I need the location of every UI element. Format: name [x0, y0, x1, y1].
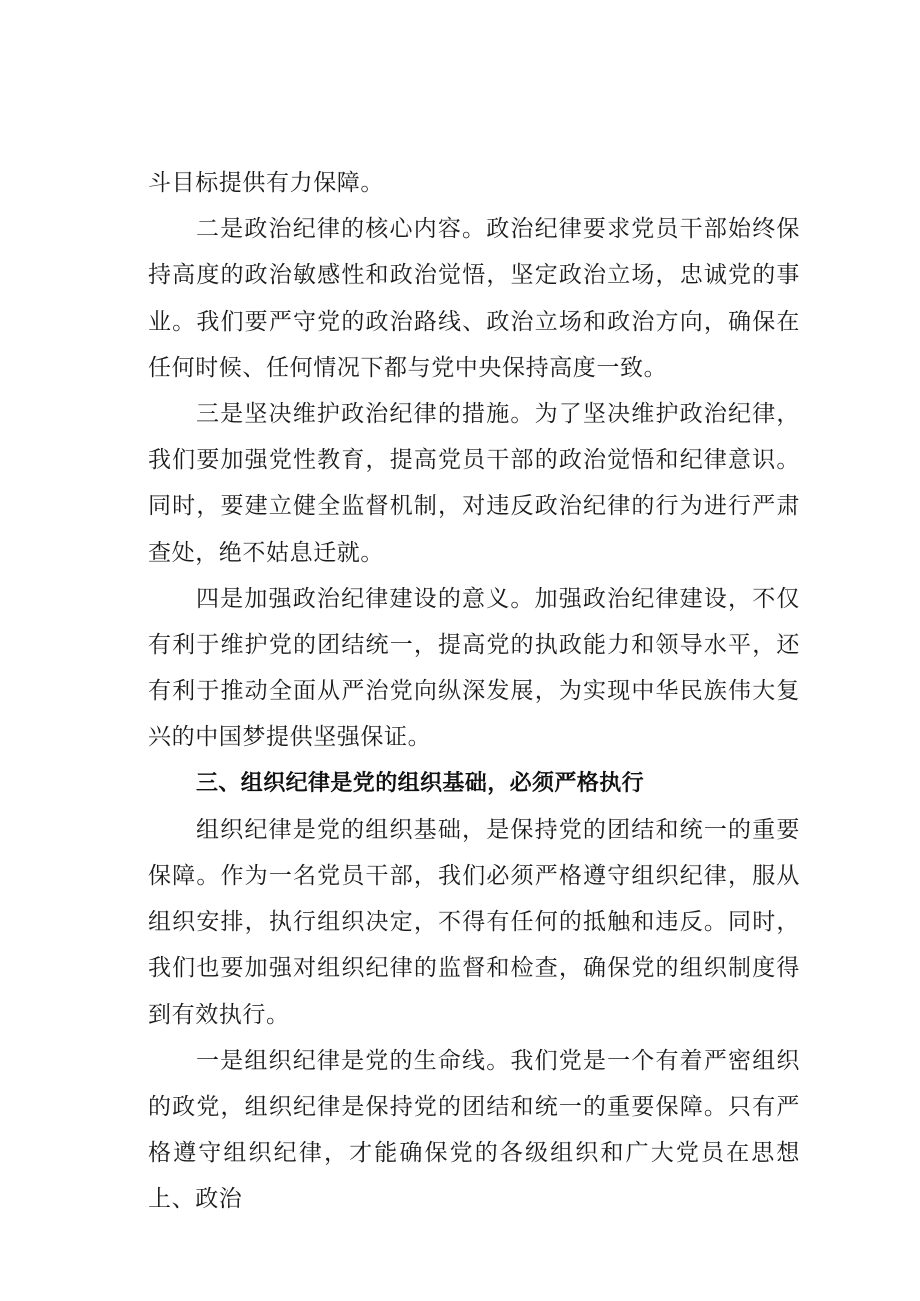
section-heading-organizational-discipline: 三、组织纪律是党的组织基础，必须严格执行 [196, 770, 645, 796]
paragraph-political-discipline-measures: 三是坚决维护政治纪律的措施。为了坚决维护政治纪律，我们要加强党性教育，提高党员干部的政治觉悟和纪律意识。同时，要建立健全监督机制，对违反政治纪律的行为进行严肃查处，绝不姑息迁就。 [148, 401, 800, 566]
paragraph-organizational-discipline-intro: 组织纪律是党的组织基础，是保持党的团结和统一的重要保障。作为一名党员干部，我们必须严格遵守组织纪律，服从组织安排，执行组织决定，不得有任何的抵触和违反。同时，我们也要加强对组织纪律的监督和检查，确保党的组织制度得到有效执行。 [148, 816, 800, 1028]
paragraph-political-discipline-core: 二是政治纪律的核心内容。政治纪律要求党员干部始终保持高度的政治敏感性和政治觉悟，坚定政治立场，忠诚党的事业。我们要严守党的政治路线、政治立场和政治方向，确保在任何时候、任何情况下都与党中央保持高度一致。 [148, 216, 800, 381]
paragraph-continuation: 斗目标提供有力保障。 [148, 170, 384, 196]
paragraph-political-discipline-significance: 四是加强政治纪律建设的意义。加强政治纪律建设，不仅有利于维护党的团结统一，提高党的执政能力和领导水平，还有利于推动全面从严治党向纵深发展，为实现中华民族伟大复兴的中国梦提供坚强保证。 [148, 585, 800, 751]
document-body [148, 160, 800, 1223]
paragraph-organizational-discipline-lifeline: 一是组织纪律是党的生命线。我们党是一个有着严密组织的政党，组织纪律是保持党的团结和统一的重要保障。只有严格遵守组织纪律，才能确保党的各级组织和广大党员在思想上、政治 [148, 1047, 800, 1213]
